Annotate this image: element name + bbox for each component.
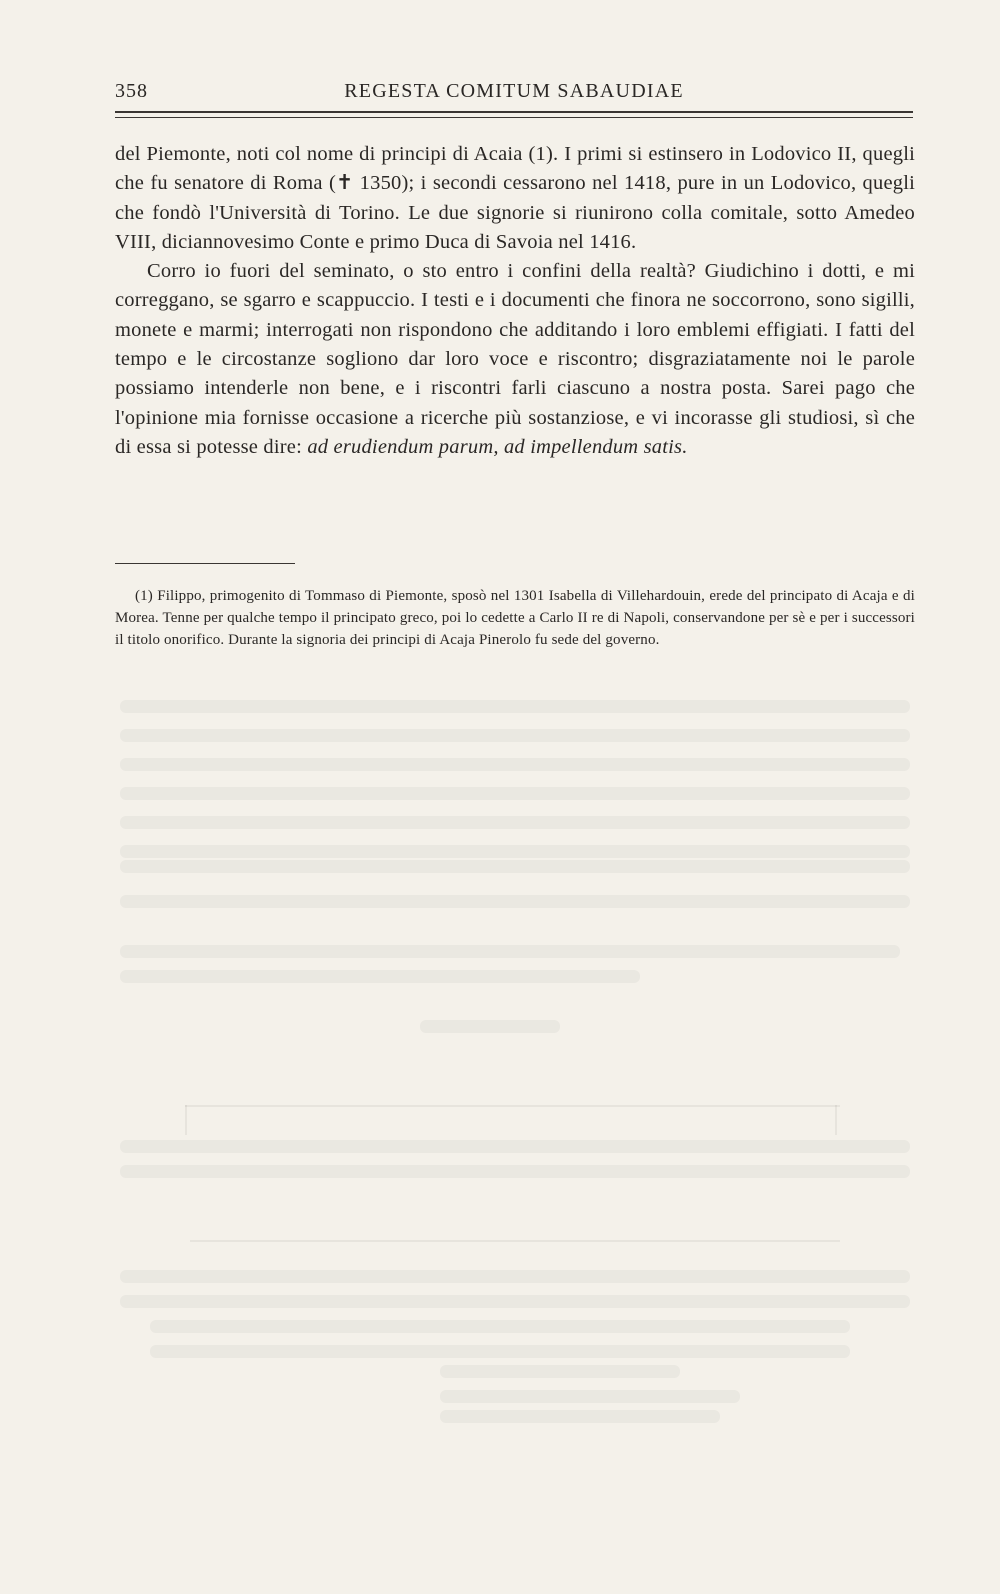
ghost-text-row [120, 700, 910, 713]
ghost-text-row [440, 1390, 740, 1403]
ghost-text-row [120, 1270, 910, 1283]
footnote-text: (1) Filippo, primogenito di Tommaso di Piemonte, sposò nel 1301 Isabella di Villehardouin, erede del principato di Acaja e di Morea. Tenne per qualche tempo il principato greco, poi lo cedette a Carlo II re di Napoli, conservandone per sè e per i successori il titolo onorifico. Durante la signoria dei principi di Acaja Pinerolo fu sede del governo. [115, 588, 915, 648]
ghost-text-row [440, 1410, 720, 1423]
ghost-text-row [420, 1020, 560, 1033]
header-rule-thin [115, 117, 913, 118]
ghost-text-row [120, 945, 900, 958]
body-text [115, 140, 915, 462]
ghost-tree-rule [190, 1240, 840, 1242]
paragraph-text: Corro io fuori del seminato, o sto entro i confini della realtà? Giudichino i dotti, e mi correggano, se sgarro e scappuccio. I testi e i documenti che finora ne soccorrono, sono sigilli, monete e marmi; interrogati non rispondono che additando i loro emblemi effigiati. I fatti del tempo e le circostanze sogliono dar loro voce e riscontro; disgraziatamente noi le parole possiamo intenderle non bene, e i riscontri farli ciascuno a nostra posta. Sarei pago che l'opinione mia fornisse occasione a ricerche più sostanziose, e vi incorasse gli studiosi, sì che di essa si potesse dire: [115, 260, 915, 458]
ghost-text-row [120, 845, 910, 858]
ghost-text-row [440, 1365, 680, 1378]
paragraph: del Piemonte, noti col nome di principi di Acaia (1). I primi si estinsero in Lodovico II, quegli che fu senatore di Roma (✝ 1350); i secondi cessarono nel 1418, pure in un Lodovico, quegli che fondò l'Università di Torino. Le due signorie si riunirono colla comitale, sotto Amedeo VIII, diciannovesimo Conte e primo Duca di Savoia nel 1416. [115, 143, 915, 253]
footnote [115, 585, 915, 651]
ghost-text-row [120, 787, 910, 800]
ghost-text-row [120, 729, 910, 742]
header-rule-thick [115, 111, 913, 113]
ghost-tree-rule [185, 1105, 840, 1107]
page-header [115, 76, 913, 108]
ghost-text-row [150, 1345, 850, 1358]
ghost-text-row [150, 1320, 850, 1333]
ghost-text-row [120, 816, 910, 829]
ghost-text-row [120, 860, 910, 873]
ghost-text-row [120, 895, 910, 908]
ghost-tree-tick [185, 1105, 187, 1135]
paragraph [115, 257, 915, 462]
ghost-text-row [120, 1140, 910, 1153]
running-title: REGESTA COMITUM SABAUDIAE [344, 80, 684, 102]
ghost-text-row [120, 1295, 910, 1308]
footnote-rule [115, 563, 295, 564]
ghost-text-row [120, 758, 910, 771]
page-number: 358 [115, 80, 148, 102]
ghost-text-row [120, 1165, 910, 1178]
ghost-tree-tick [835, 1105, 837, 1135]
latin-motto: ad erudiendum parum, ad impellendum satis. [307, 435, 688, 458]
ghost-text-row [120, 970, 640, 983]
